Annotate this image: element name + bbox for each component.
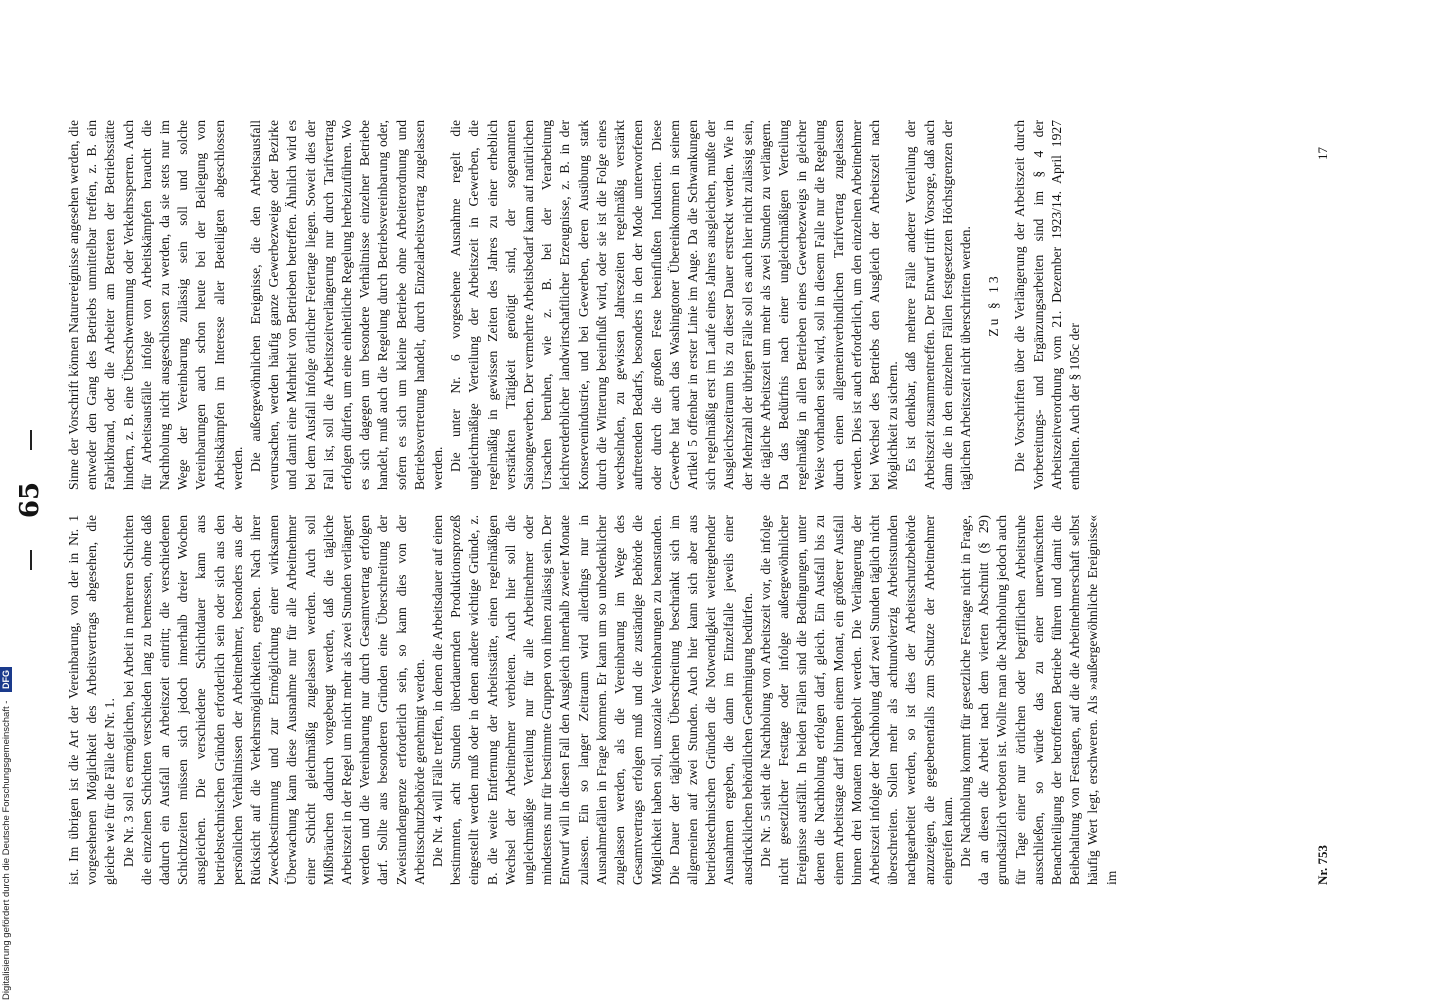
paragraph: Es ist denkbar, daß mehrere Fälle anderer Verteilung der Arbeitszeit zusammentreffen. Der Entwurf trifft Vorsorge, daß auch dann die in den einzelnen Fällen festgesetzten Höchstgrenzen der täglichen Arbeitszeit nicht überschritten werden. xyxy=(903,120,973,490)
header-dash-right xyxy=(30,430,32,450)
sheet-signature: 17 xyxy=(1315,147,1330,160)
page-number: 65 xyxy=(15,481,45,519)
paragraph: Die Vorschriften über die Verlängerung der Arbeitszeit durch Vorbereitungs- und Ergänzungsarbeiten sind im § 4 der Arbeitszeitverordnung vom 21. Dezember 1923/14. April 1927 enthalten. Auch der § 105c der xyxy=(1012,120,1082,490)
paragraph: Die außergewöhnlichen Ereignisse, die den Arbeitsausfall verursachen, werden häufig ganze Gewerbezweige oder Bezirke und damit eine Mehrheit von Betrieben betreffen. Ähnlich wird es bei dem Ausfall infolge örtlicher Feiertage liegen. Soweit dies der Fall ist, soll die Arbeitszeitverlängerung nur durch Tarifvertrag erfolgen dürfen, um eine einheitliche Regelung herbeizuführen. Wo es sich dagegen um besondere Verhältnisse einzelner Betriebe handelt, muß auch die Regelung durch Betriebsvereinbarung oder, sofern es sich um kleine Betriebe ohne Arbeiterordnung und Betriebsvertretung handelt, durch Einzelarbeitsvertrag zugelassen werden. xyxy=(248,120,446,490)
paragraph: Sinne der Vorschrift können Naturereignisse angesehen werden, die entweder den Gang des Betriebs unmittelbar treffen, z. B. ein Fabrikbrand, oder die Arbeiter am Betreten der Betriebsstätte hindern, z. B. eine Überschwemmung oder Verkehrssperren. Auch für Arbeitsausfälle infolge von Arbeitskämpfen braucht die Nachholung nicht ausgeschlossen zu werden, da sie stets nur im Wege der Vereinbarung zulässig sein soll und solche Vereinbarungen auch schon heute bei der Beilegung von Arbeitskämpfen im Interesse aller Beteiligten abgeschlossen werden. xyxy=(66,120,245,490)
dfg-logo: DFG xyxy=(0,667,12,692)
paragraph: Die Nr. 5 sieht die Nachholung von Arbeitszeit vor, die infolge nicht gesetzlicher Festtage oder infolge außergewöhnlicher Ereignisse ausfällt. In beiden Fällen sind die Bedingungen, unter denen die Nachholung erfolgen darf, gleich. Ein Ausfall bis zu einem Arbeitstage darf binnen einem Monat, ein größerer Ausfall binnen drei Monaten nachgeholt werden. Die Verlängerung der Arbeitszeit infolge der Nachholung darf zwei Stunden täglich nicht überschreiten. Sollen mehr als achtundvierzig Arbeitsstunden nachgearbeitet werden, so ist dies der Arbeitsschutzbehörde anzuzeigen, die gegebenenfalls zum Schutze der Arbeitnehmer eingreifen kann. xyxy=(757,515,955,885)
paragraph: Die Nr. 3 soll es ermöglichen, bei Arbeit in mehreren Schichten die einzelnen Schichten verschieden lang zu bemessen, ohne daß dadurch ein Ausfall an Arbeitszeit eintritt; die verschiedenen Schichtzeiten müssen sich jedoch innerhalb dreier Wochen ausgleichen. Die verschiedene Schichtdauer kann aus betriebstechnischen Gründen erforderlich sein oder sich aus den persönlichen Verhältnissen der Arbeitnehmer, besonders aus der Rücksicht auf die Verkehrsmöglichkeiten, ergeben. Nach ihrer Zweckbestimmung und zur Ermöglichung einer wirksamen Überwachung kann diese Ausnahme nur für alle Arbeitnehmer einer Schicht gleichmäßig zugelassen werden. Auch soll Mißbräuchen dadurch vorgebeugt werden, daß die tägliche Arbeitszeit in der Regel um nicht mehr als zwei Stunden verlängert werden und die Vereinbarung nur durch Gesamtvertrag erfolgen darf. Sollte aus besonderen Gründen eine Überschreitung der Zweistundengrenze erforderlich sein, so kann dies von der Arbeitsschutzbehörde genehmigt werden. xyxy=(120,515,427,885)
paragraph: Die Nachholung kommt für gesetzliche Festtage nicht in Frage, da an diesen die Arbeit nach dem vierten Abschnitt (§ 29) grundsätzlich verboten ist. Wollte man die Nachholung jedoch auch für Tage einer nur örtlichen oder begrifflichen Arbeitsruhe ausschließen, so würde das zu einer unerwünschten Benachteiligung der betroffenen Betriebe führen und damit die Beibehaltung von Festtagen, auf die die Arbeitnehmerschaft selbst häufig Wert legt, erschweren. Als »außergewöhnliche Ereignisse« im xyxy=(957,515,1119,885)
document-reference: Nr. 753 xyxy=(1315,845,1330,885)
paragraph: Die Nr. 4 will Fälle treffen, in denen die Arbeitsdauer auf einen bestimmten, acht Stunden überdauernden Produktionsprozeß eingestellt werden muß oder in denen andere wichtige Gründe, z. B. die weite Entfernung der Arbeitsstätte, einen regelmäßigen Wechsel der Arbeitnehmer verbieten. Auch hier soll die ungleichmäßige Verteilung nur für alle Arbeitnehmer oder mindestens nur für bestimmte Gruppen von ihnen zulässig sein. Der Entwurf will in diesen Fall den Ausgleich innerhalb zweier Monate zulassen. Ein so langer Zeitraum wird allerdings nur in Ausnahmefällen in Frage kommen. Er kann um so unbedenklicher zugelassen werden, als die Vereinbarung im Wege des Gesamtvertrags erfolgen muß und die zuständige Behörde die Möglichkeit haben soll, unsoziale Vereinbarungen zu beanstanden. Die Dauer der täglichen Überschreitung beschränkt sich im allgemeinen auf zwei Stunden. Auch hier kann sich aber aus betriebstechnischen Gründen die Notwendigkeit weitergehender Ausnahmen ergeben, die dann im Einzelfalle jeweils einer ausdrücklichen behördlichen Genehmigung bedürfen. xyxy=(430,515,755,885)
header-dash-left xyxy=(30,550,32,570)
left-column xyxy=(65,515,1295,885)
digitization-credit-text: Digitalisierung gefördert durch die Deutsche Forschungsgemeinschaft - xyxy=(1,700,12,1000)
section-heading: Zu § 13 xyxy=(986,273,1002,337)
paragraph: ist. Im übrigen ist die Art der Vereinbarung, von der in Nr. 1 vorgesehenen Möglichkeit des Arbeitsvertrags abgesehen, die gleiche wie für die Fälle der Nr. 1. xyxy=(66,515,118,885)
paragraph: Die unter Nr. 6 vorgesehene Ausnahme regelt die ungleichmäßige Verteilung der Arbeitszeit in Gewerben, die regelmäßig in gewissen Zeiten des Jahres zu einer erheblich verstärkten Tätigkeit genötigt sind, der sogenannten Saisongewerben. Der vermehrte Arbeitsbedarf kann auf natürlichen Ursachen beruhen, wie z. B. bei der Verarbeitung leichtverderblicher landwirtschaftlicher Erzeugnisse, z. B. in der Konservenindustrie, und bei Gewerben, deren Ausübung stark durch die Witterung beeinflußt wird, oder sie ist die Folge eines wechselnden, zu gewissen Jahreszeiten regelmäßig verstärkt auftretenden Bedarfs, besonders in den der Mode unterworfenen oder durch die großen Feste beeinflußten Industrien. Diese Gewerbe hat auch das Washingtoner Übereinkommen in seinem Artikel 5 offenbar in erster Linie im Auge. Da die Schwankungen sich regelmäßig erst im Laufe eines Jahres ausgleichen, mußte der Ausgleichszeitraum bis zu dieser Dauer erstreckt werden. Wie in der Mehrzahl der übrigen Fälle soll es auch hier nicht zulässig sein, die tägliche Arbeitszeit um mehr als zwei Stunden zu verlängern. Da das Bedürfnis nach einer ungleichmäßigen Verteilung regelmäßig in allen Betrieben eines Gewerbezweigs in gleicher Weise vorhanden sein wird, soll in diesem Falle nur die Regelung durch einen allgemeinverbindlichen Tarifvertrag zugelassen werden. Dies ist auch erforderlich, um den einzelnen Arbeitnehmer bei Wechsel des Betriebs den Ausgleich der Arbeitszeit nach Möglichkeit zu sichern. xyxy=(448,120,901,490)
page-header xyxy=(12,0,52,1000)
right-column xyxy=(65,120,1295,490)
